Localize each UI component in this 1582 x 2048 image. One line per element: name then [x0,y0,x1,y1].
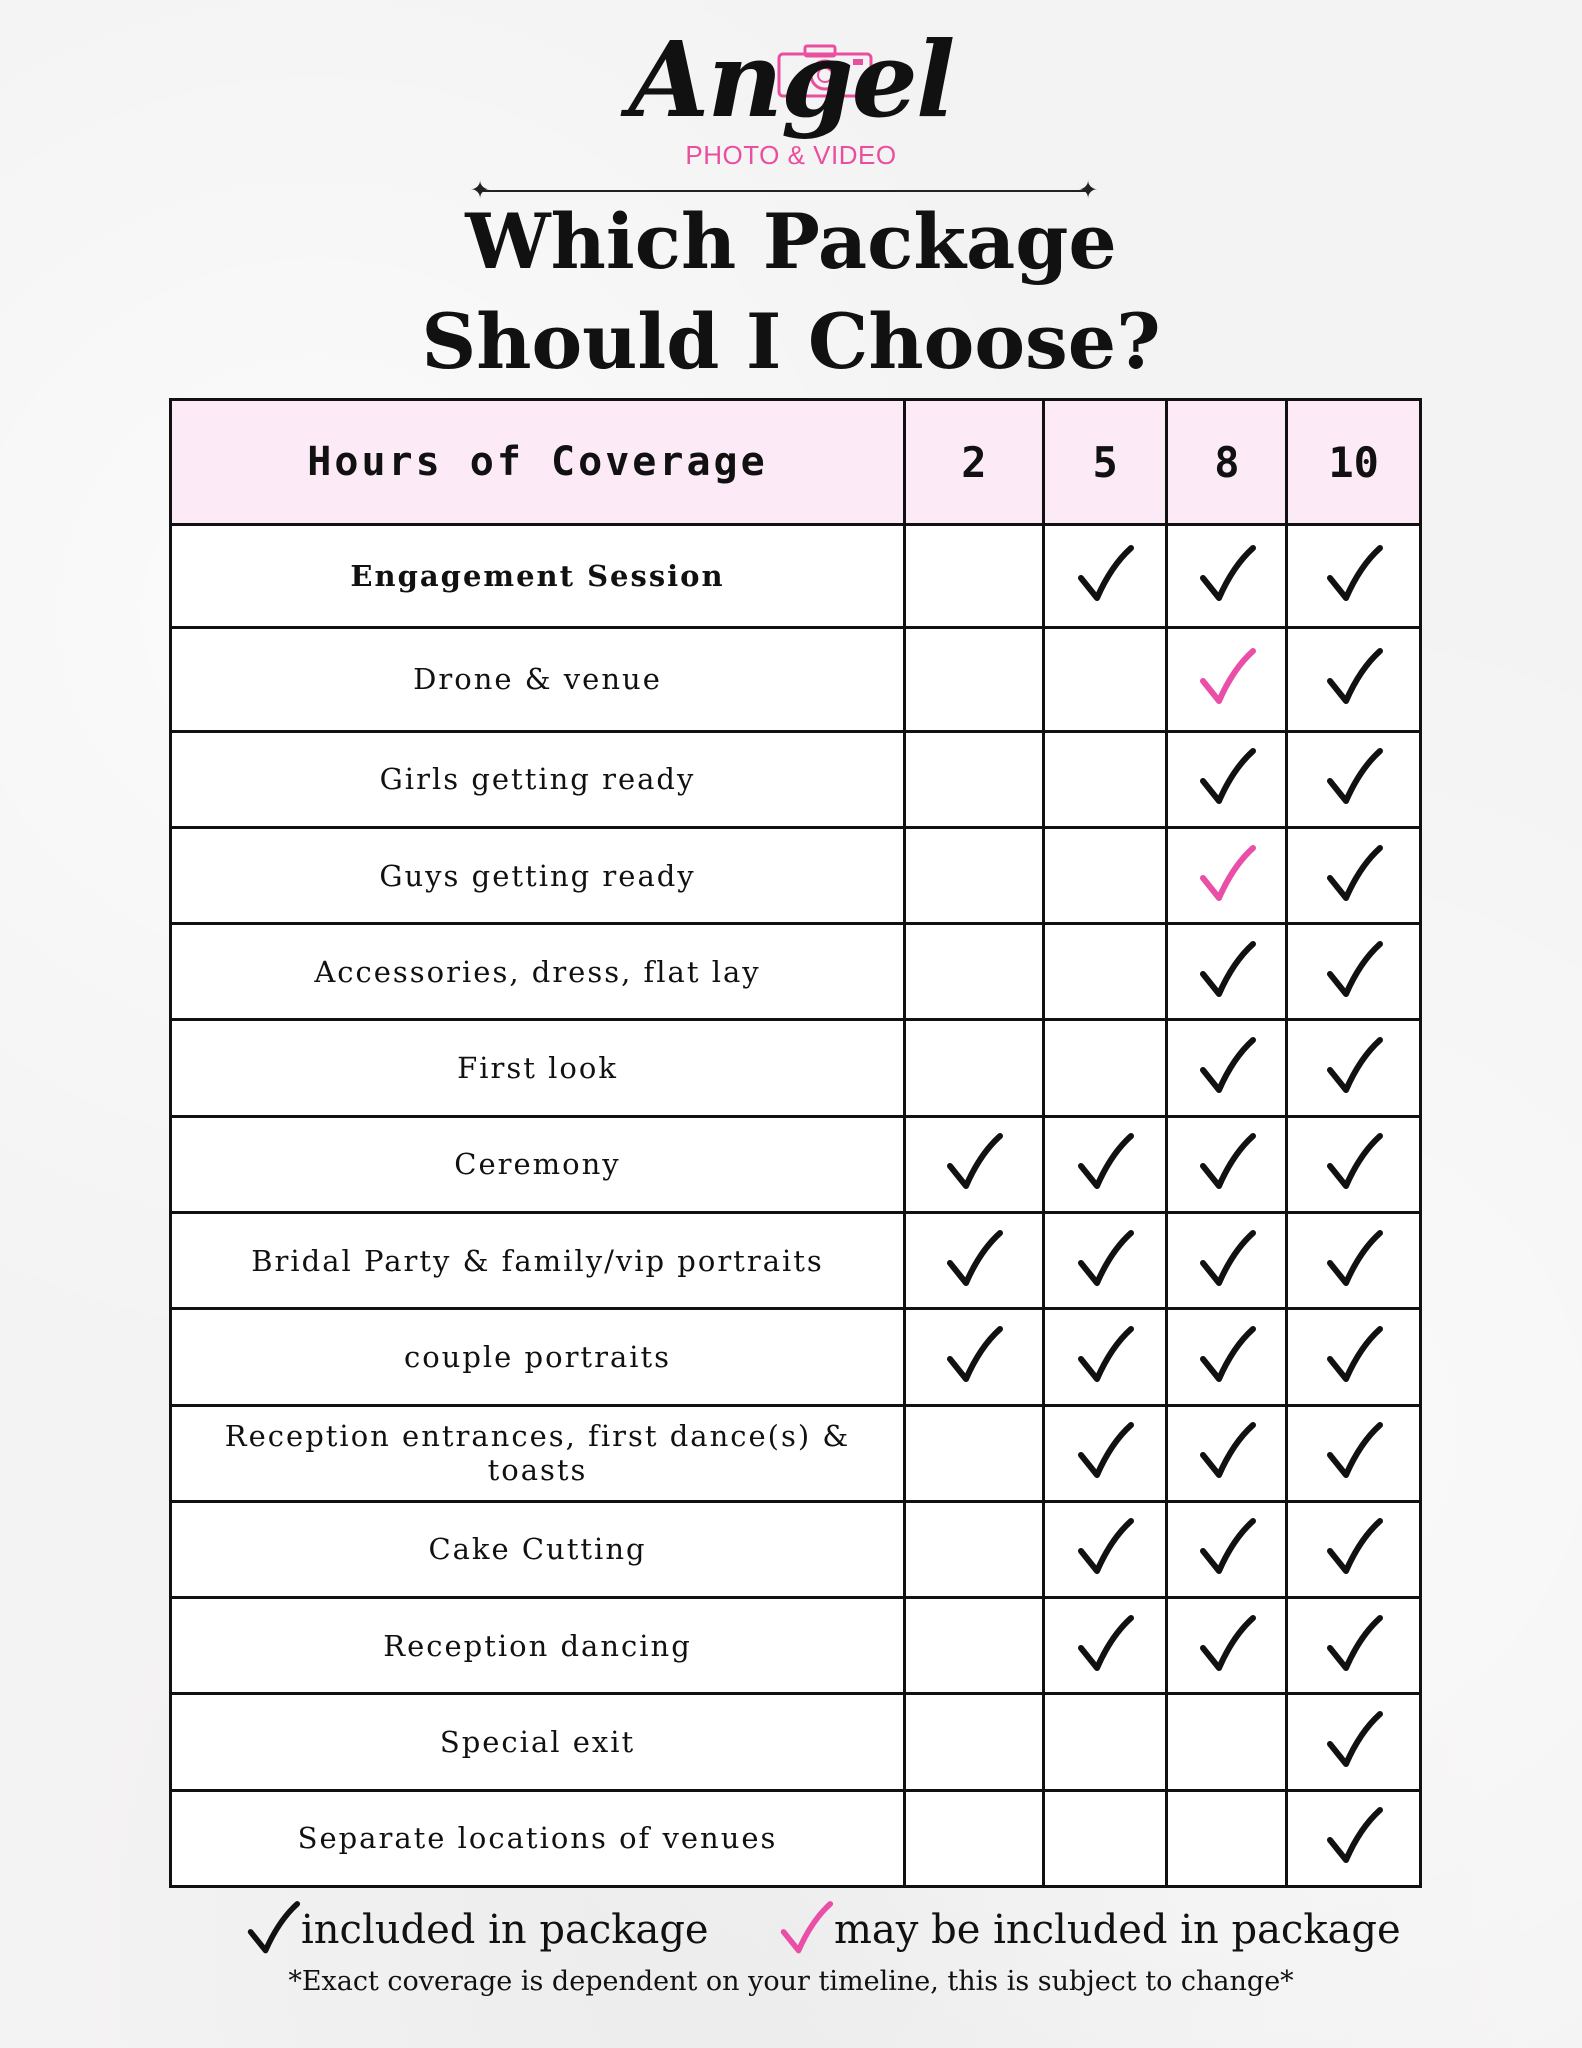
coverage-cell [1043,628,1167,731]
row-label: Bridal Party & family/vip portraits [171,1213,905,1309]
divider-star-icon: ✦ [1078,176,1099,204]
checkmark-icon [944,1132,1004,1196]
coverage-cell [1287,827,1421,923]
row-label: Separate locations of venues [171,1790,905,1886]
checkmark-icon [1075,1614,1135,1678]
coverage-cell [1043,1020,1167,1116]
coverage-cell [1167,1213,1287,1309]
coverage-cell [905,924,1044,1020]
checkmark-icon [1197,1036,1257,1100]
coverage-cell [1287,1309,1421,1405]
legend [0,1900,1582,1960]
legend-maybe [778,1900,1401,1960]
table-row [171,1405,1421,1501]
checkmark-icon [1197,747,1257,811]
table-row [171,1020,1421,1116]
checkmark-icon [1324,647,1384,711]
coverage-cell [1287,1116,1421,1212]
row-label: Cake Cutting [171,1501,905,1597]
checkmark-icon [1075,1132,1135,1196]
coverage-cell [905,1020,1044,1116]
page-title-line1: Which Package [465,197,1117,286]
header-hour: 8 [1167,400,1287,525]
pink-checkmark-icon [778,1900,834,1960]
row-label: Drone & venue [171,628,905,731]
checkmark-icon [1075,1421,1135,1485]
checkmark-icon [1324,1132,1384,1196]
coverage-cell [1043,1790,1167,1886]
table-row [171,827,1421,923]
coverage-cell [1043,1309,1167,1405]
checkmark-icon [1324,1710,1384,1774]
checkmark-icon [1324,544,1384,608]
coverage-cell [1287,924,1421,1020]
coverage-cell [1167,1116,1287,1212]
header-hour: 5 [1043,400,1167,525]
table-row [171,924,1421,1020]
legend-included-label: included in package [301,1907,709,1953]
coverage-cell [905,1309,1044,1405]
divider-star-icon: ✦ [470,176,491,204]
checkmark-icon [1324,1806,1384,1870]
coverage-cell [905,1116,1044,1212]
row-label: Guys getting ready [171,827,905,923]
checkmark-icon [1075,544,1135,608]
table-row [171,1116,1421,1212]
page-title-line2: Should I Choose? [421,297,1161,386]
table-header-row [171,400,1421,525]
coverage-cell [1043,1694,1167,1790]
table-row [171,1213,1421,1309]
coverage-cell [1043,924,1167,1020]
checkmark-icon [1324,747,1384,811]
coverage-cell [1167,1405,1287,1501]
coverage-cell [1167,1501,1287,1597]
coverage-cell [1043,525,1167,628]
table-row [171,1598,1421,1694]
checkmark-icon [944,1229,1004,1293]
coverage-cell [1167,731,1287,827]
row-label: Reception dancing [171,1598,905,1694]
coverage-cell [1043,1405,1167,1501]
table-row [171,1694,1421,1790]
coverage-cell [1287,1405,1421,1501]
checkmark-icon [245,1900,301,1960]
checkmark-icon [1324,1614,1384,1678]
checkmark-icon [1197,1517,1257,1581]
coverage-cell [1287,1790,1421,1886]
coverage-cell [905,1501,1044,1597]
coverage-cell [905,1405,1044,1501]
checkmark-icon [1324,940,1384,1004]
table-row [171,1501,1421,1597]
checkmark-icon [1075,1325,1135,1389]
row-label: Engagement Session [171,525,905,628]
checkmark-icon [1197,544,1257,608]
coverage-cell [1287,1020,1421,1116]
coverage-cell [905,731,1044,827]
coverage-cell [1167,827,1287,923]
checkmark-icon [1075,1517,1135,1581]
checkmark-icon [1324,1517,1384,1581]
table-row [171,628,1421,731]
header-hour: 2 [905,400,1044,525]
coverage-cell [1043,1598,1167,1694]
checkmark-icon [1197,940,1257,1004]
row-label: Girls getting ready [171,731,905,827]
coverage-cell [905,525,1044,628]
package-comparison-table [169,398,1422,1888]
table-row [171,1309,1421,1405]
coverage-cell [1287,1213,1421,1309]
coverage-cell [1287,1598,1421,1694]
coverage-cell [1043,1501,1167,1597]
legend-maybe-label: may be included in package [834,1907,1401,1953]
checkmark-icon [1197,1614,1257,1678]
footnote: *Exact coverage is dependent on your timeline, this is subject to change* [288,1966,1294,1997]
pink-checkmark-icon [1197,647,1257,711]
coverage-cell [1167,1790,1287,1886]
checkmark-icon [1197,1325,1257,1389]
checkmark-icon [1075,1229,1135,1293]
checkmark-icon [1197,1421,1257,1485]
coverage-cell [1167,1598,1287,1694]
checkmark-icon [1324,1036,1384,1100]
coverage-cell [1287,1694,1421,1790]
coverage-cell [1167,628,1287,731]
coverage-cell [1287,525,1421,628]
coverage-cell [1287,628,1421,731]
row-label: Special exit [171,1694,905,1790]
logo-wordmark: Angel [628,18,954,141]
checkmark-icon [1324,844,1384,908]
logo-subtext: PHOTO & VIDEO [685,140,897,170]
coverage-cell [1043,1213,1167,1309]
coverage-cell [1287,731,1421,827]
row-label: couple portraits [171,1309,905,1405]
row-label: Accessories, dress, flat lay [171,924,905,1020]
table-row [171,525,1421,628]
checkmark-icon [1197,1132,1257,1196]
checkmark-icon [1324,1421,1384,1485]
coverage-cell [1043,1116,1167,1212]
title-divider [478,190,1088,192]
coverage-cell [905,1694,1044,1790]
coverage-cell [1167,1309,1287,1405]
coverage-cell [1287,1501,1421,1597]
header-hours-of-coverage: Hours of Coverage [171,400,905,525]
coverage-cell [1043,827,1167,923]
pink-checkmark-icon [1197,844,1257,908]
coverage-cell [905,1790,1044,1886]
row-label: First look [171,1020,905,1116]
legend-included [245,1900,709,1960]
coverage-cell [905,827,1044,923]
row-label: Reception entrances, first dance(s) & toasts [171,1405,905,1501]
row-label: Ceremony [171,1116,905,1212]
coverage-cell [1167,924,1287,1020]
coverage-cell [1167,525,1287,628]
header-hour: 10 [1287,400,1421,525]
coverage-cell [1167,1020,1287,1116]
checkmark-icon [1324,1325,1384,1389]
table-row [171,731,1421,827]
checkmark-icon [1324,1229,1384,1293]
coverage-cell [1167,1694,1287,1790]
brand-logo [0,18,1582,178]
checkmark-icon [1197,1229,1257,1293]
coverage-cell [905,1598,1044,1694]
coverage-cell [905,628,1044,731]
checkmark-icon [944,1325,1004,1389]
coverage-cell [905,1213,1044,1309]
coverage-cell [1043,731,1167,827]
table-row [171,1790,1421,1886]
